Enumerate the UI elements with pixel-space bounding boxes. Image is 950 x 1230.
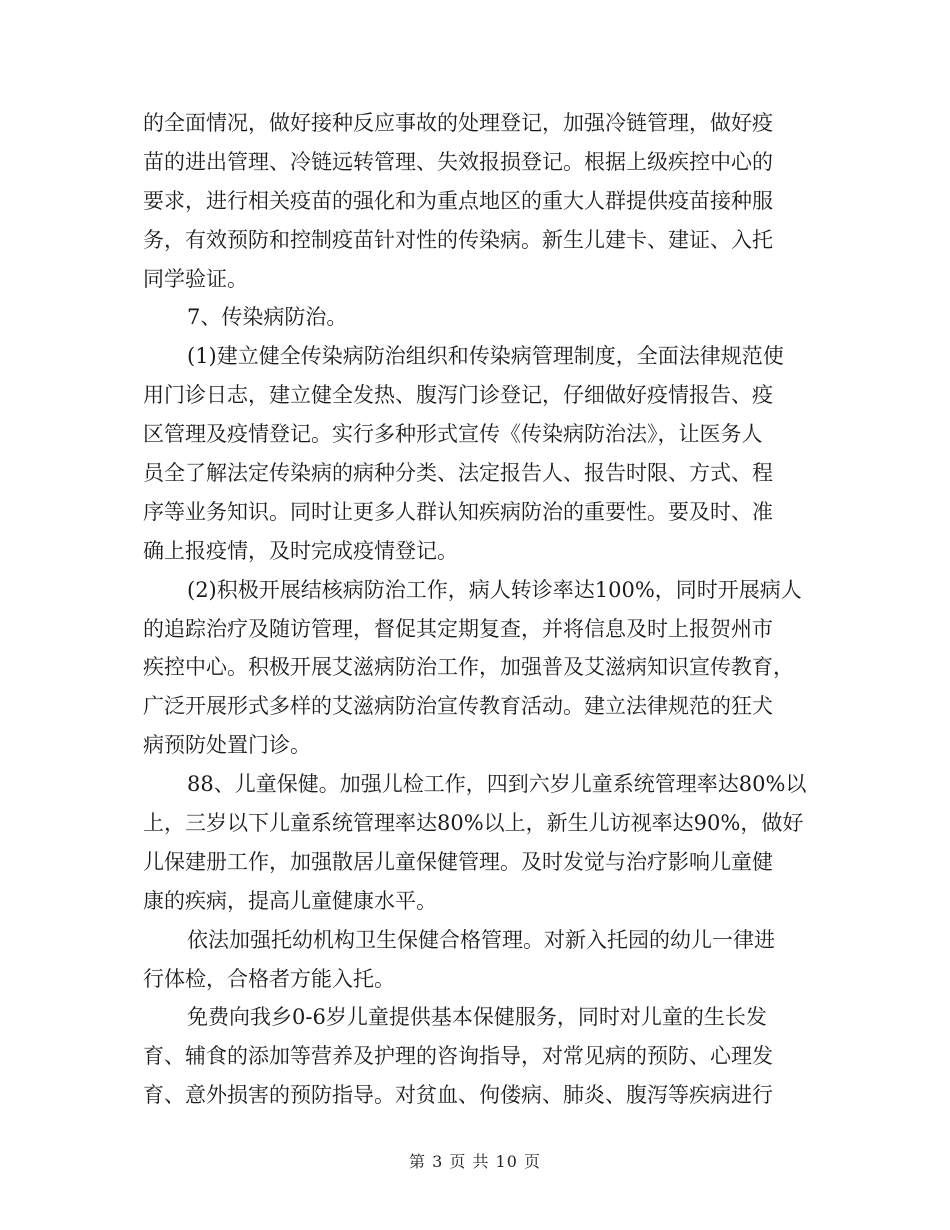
text-line: 育、辅食的添加等营养及护理的咨询指导，对常见病的预防、心理发: [143, 1044, 773, 1069]
text-line: 88、儿童保健。加强儿检工作，四到六岁儿童系统管理率达80%以: [187, 772, 807, 797]
text-line: (2)积极开展结核病防治工作，病人转诊率达100%，同时开展病人: [187, 577, 802, 602]
text-line: 的全面情况，做好接种反应事故的处理登记，加强冷链管理，做好疫: [143, 111, 773, 135]
text-line: 确上报疫情，及时完成疫情登记。: [143, 538, 458, 563]
text-line: 育、意外损害的预防指导。对贫血、佝偻病、肺炎、腹泻等疾病进行: [143, 1083, 773, 1108]
text-line: 的追踪治疗及随访管理，督促其定期复查，并将信息及时上报贺州市: [143, 616, 773, 641]
text-line: 上，三岁以下儿童系统管理率达80%以上，新生儿访视率达90%，做好: [143, 811, 804, 836]
page-footer: 第 3 页 共 10 页: [409, 1152, 541, 1171]
text-line: 广泛开展形式多样的艾滋病防治宣传教育活动。建立法律规范的狂犬: [143, 694, 773, 719]
text-line: 儿保建册工作，加强散居儿童保健管理。及时发觉与治疗影响儿童健: [143, 849, 773, 874]
text-line: 依法加强托幼机构卫生保健合格管理。对新入托园的幼儿一律进: [187, 927, 775, 952]
text-line: 康的疾病，提高儿童健康水平。: [143, 888, 437, 913]
text-line: 务，有效预防和控制疫苗针对性的传染病。新生儿建卡、建证、入托: [143, 227, 773, 252]
text-line: 用门诊日志，建立健全发热、腹泻门诊登记，仔细做好疫情报告、疫: [143, 383, 773, 408]
text-line: 病预防处置门诊。: [143, 733, 311, 758]
text-line: 疾控中心。积极开展艾滋病防治工作，加强普及艾滋病知识宣传教育，: [143, 655, 794, 680]
text-line: (1)建立健全传染病防治组织和传染病管理制度，全面法律规范使: [187, 344, 784, 369]
text-line: 区管理及疫情登记。实行多种形式宣传《传染病防治法》，让医务人: [143, 422, 763, 447]
text-line: 免费向我乡0-6岁儿童提供基本保健服务，同时对儿童的生长发: [187, 1005, 767, 1030]
text-line: 同学验证。: [143, 266, 248, 291]
text-line: 员全了解法定传染病的病种分类、法定报告人、报告时限、方式、程: [143, 461, 773, 486]
text-line: 苗的进出管理、冷链远转管理、失效报损登记。根据上级疾控中心的: [143, 149, 773, 174]
document-body: [143, 104, 823, 1115]
text-line: 行体检，合格者方能入托。: [143, 966, 395, 991]
text-line: 要求，进行相关疫苗的强化和为重点地区的重大人群提供疫苗接种服: [143, 188, 773, 213]
text-line: 7、传染病防治。: [187, 305, 348, 330]
text-line: 序等业务知识。同时让更多人群认知疾病防治的重要性。要及时、准: [143, 499, 773, 524]
